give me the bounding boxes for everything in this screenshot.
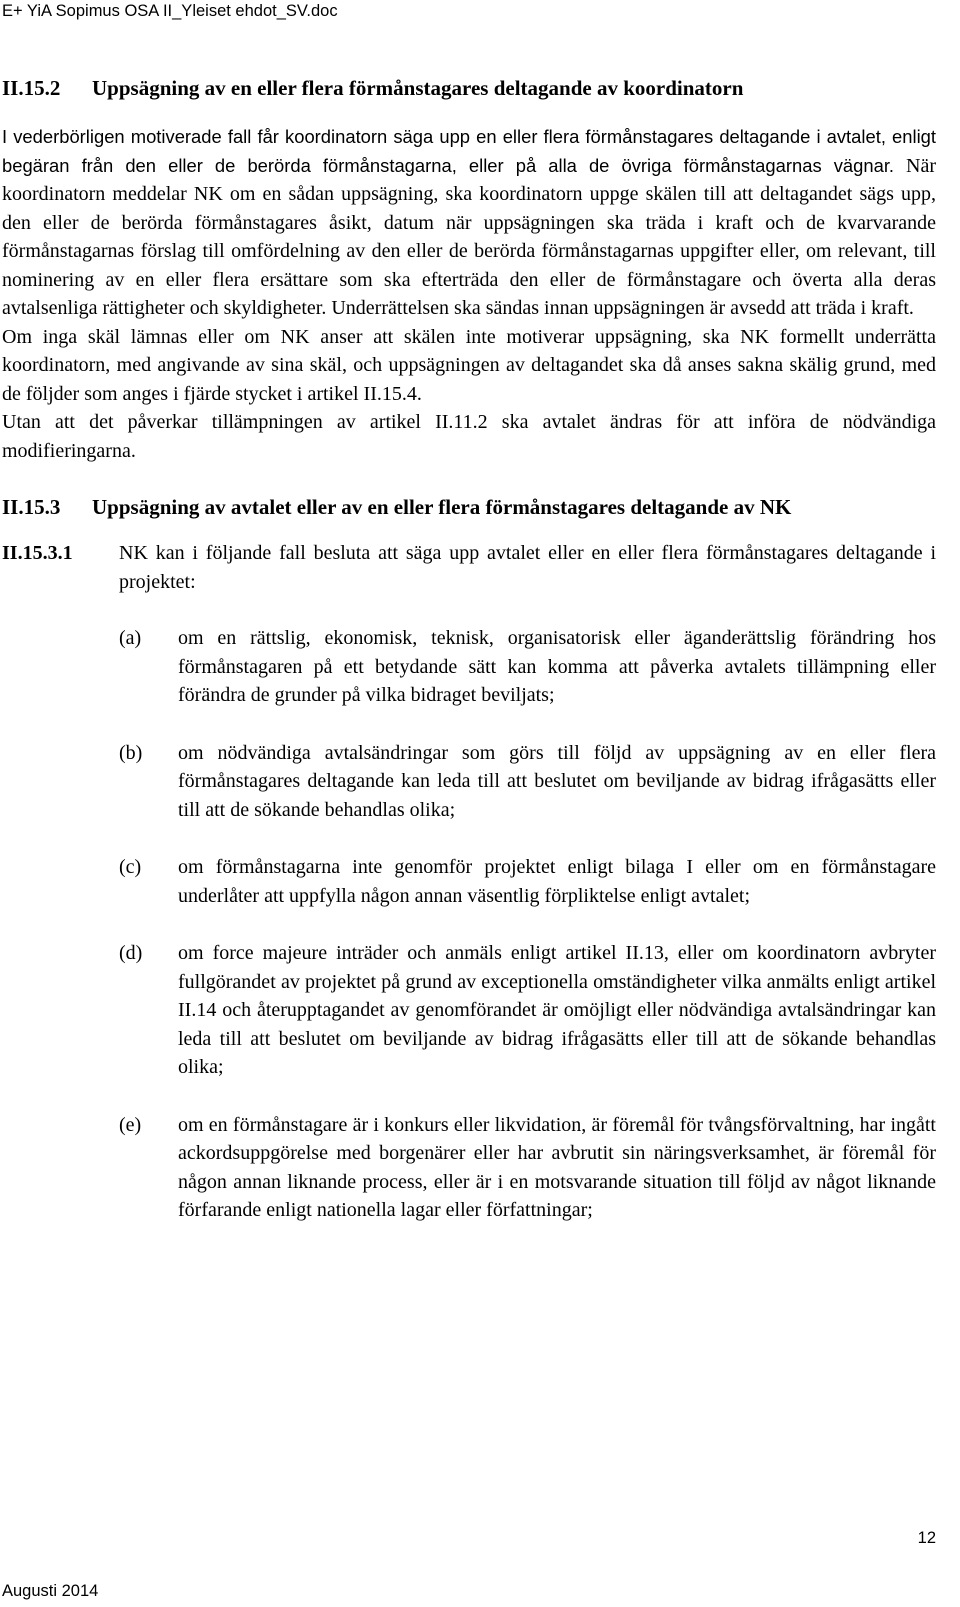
list-item-label: (a) — [119, 627, 142, 649]
list-item-label: (e) — [119, 1113, 142, 1136]
list-item-label: (c) — [119, 856, 142, 878]
list-item — [119, 939, 936, 1082]
list-item-label: (d) — [119, 942, 143, 964]
section-title: Uppsägning av avtalet eller av en eller flera förmånstagares deltagande av NK — [92, 495, 792, 519]
list-item-text: om nödvändiga avtalsändringar som görs till följd av uppsägning av en eller flera förmånstagares deltagande kan leda till att beslutet om beviljande av bidrag ifrågasätts eller till att de sökande behandlas olika; — [178, 741, 936, 821]
paragraph-part-sans: I vederbörligen motiverade fall får koordinatorn säga upp en eller flera förmånstagares deltagande i avtalet, enligt begäran från den eller de berörda förmånstagarna, eller på alla de övriga förmånstagarnas vägnar. — [2, 126, 936, 176]
clause-number: II.15.3.1 — [2, 542, 73, 564]
paragraph-no-reasons: Om inga skäl lämnas eller om NK anser att skälen inte motiverar uppsägning, ska NK formellt underrätta koordinatorn, med angivande av sina skäl, och uppsägningen av deltagandet ska då anses sakna skälig grund, med de följder som anges i fjärde stycket i artikel II.15.4. — [2, 325, 936, 405]
list-item-text: om en rättslig, ekonomisk, teknisk, organisatorisk eller äganderättslig förändring hos förmånstagaren på ett betydande sätt kan komma att påverka avtalets tillämpning eller förändra de grunder på vilka bidraget beviljats; — [178, 627, 936, 706]
clause-item-list — [119, 624, 936, 1225]
footer-date: Augusti 2014 — [2, 1582, 99, 1600]
list-item — [119, 1111, 936, 1225]
section-title: Uppsägning av en eller flera förmånstagares deltagande av koordinatorn — [92, 76, 744, 100]
page-number: 12 — [917, 1529, 936, 1547]
section-number: II.15.3 — [2, 495, 61, 519]
list-item-text: om force majeure inträder och anmäls enligt artikel II.13, eller om koordinatorn avbryter fullgörandet av projektet på grund av exceptionella omständigheter vilka anmälts enligt artikel II.14 och återupptagandet av genomförandet är omöjligt eller nödvändiga avtalsändringar kan leda till att beslutet om beviljande av bidrag ifrågasätts eller till att de sökande behandlas olika; — [178, 942, 936, 1078]
section-number: II.15.2 — [2, 76, 61, 100]
list-item — [119, 853, 936, 910]
paragraph-termination-by-coordinator — [2, 123, 936, 323]
paragraph-part-serif: När koordinatorn meddelar NK om en sådan uppsägning, ska koordinatorn uppge skälen till att deltagandet sägs upp, den eller de berörda förmånstagares åsikt, datum när uppsägningen ska träda i kraft och de kvarvarande förmånstagarnas förslag till omfördelning av den eller de berörda förmånstagarnas uppgifter eller, om relevant, till nominering av en eller flera ersättare som ska efterträda den eller de förmånstagare och överta alla deras avtalsenliga rättigheter och skyldigheter. Underrättelsen ska sändas innan uppsägningen är avsedd att träda i kraft. — [2, 154, 936, 319]
clause-15-3-1 — [2, 539, 936, 596]
paragraph-amendment: Utan att det påverkar tillämpningen av artikel II.11.2 ska avtalet ändras för att införa de nödvändiga modifieringarna. — [2, 411, 936, 462]
list-item-text: om förmånstagarna inte genomför projektet enligt bilaga I eller om en förmånstagare underlåter att uppfylla någon annan väsentlig förpliktelse enligt avtalet; — [178, 856, 936, 907]
section-heading-15-2 — [2, 74, 936, 102]
list-item — [119, 739, 936, 825]
document-body — [2, 74, 936, 1254]
list-item — [119, 624, 936, 710]
document-filename: E+ YiA Sopimus OSA II_Yleiset ehdot_SV.doc — [2, 2, 338, 20]
section-heading-15-3 — [2, 493, 936, 521]
clause-intro: NK kan i följande fall besluta att säga upp avtalet eller en eller flera förmånstagares deltagande i projektet: — [119, 542, 936, 593]
list-item-text: om en förmånstagare är i konkurs eller likvidation, är föremål för tvångsförvaltning, har ingått ackordsuppgörelse med borgenärer eller har avbrutit sin näringsverksamhet, är föremål för någon annan liknande process, eller är i en motsvarande situation till följd av något liknande förfarande enligt nationella lagar eller författningar; — [178, 1113, 936, 1221]
list-item-label: (b) — [119, 741, 143, 764]
